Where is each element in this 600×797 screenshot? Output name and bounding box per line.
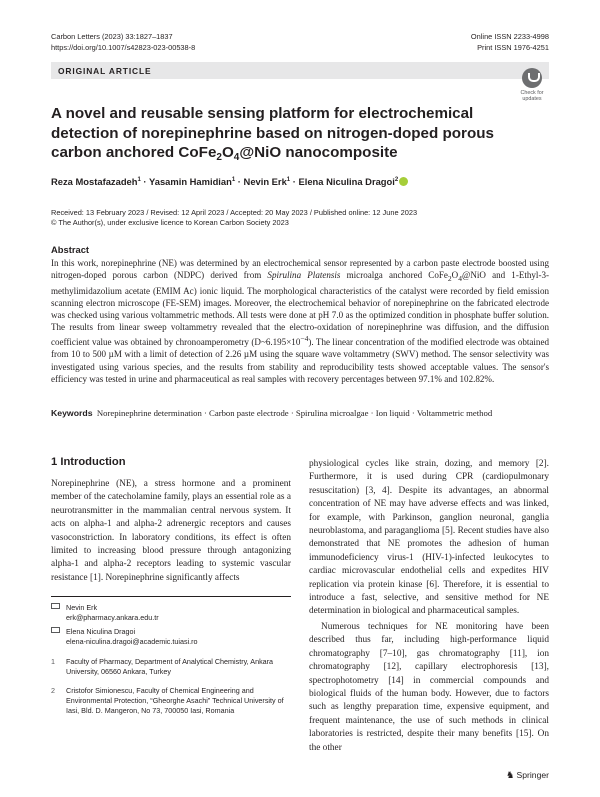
intro-paragraph: Numerous techniques for NE monitoring have been described thus far, including high-performance liquid chromatography [7–10], gas chromatography [11], ion chromatography [12], capillary electrophoresis [13], spectrophotometry [14] in commercial compounds and biological fluids of the human body. However, due to factors such as lengthy preparation time, expensive equipment, and frequent maintenance, the use of such methods in clinical laboratories is restricted, despite their many benefits [15]. On the other [309,621,549,753]
springer-horse-icon: ♞ [505,770,515,781]
email-link[interactable]: elena-niculina.dragoi@academic.tuiasi.ro [66,636,198,646]
keywords [51,407,549,419]
corresponding-author-1: Nevin Erk erk@pharmacy.ankara.edu.tr [51,603,291,623]
check-updates-icon [522,68,542,88]
abstract-text: In this work, norepinephrine (NE) was determined by an electrochemical sensor represented by a carbon paste electrode boosted using nitrogen-doped porous carbon (NDPC) derived from Spirulina Platensis microalga anchored $CoFe_2O_4@NiO$ and 1-Ethyl-3-methylimidazolium acetate (EMIM Ac) ionic liquid. The morphological characteristics of the catalyst were recorded by field emission scanning electron microscope (FE-SEM) images. Moreover, the electrochemical behavior of norepinephrine on the fabricated electrode was checked using various voltammetric methods. All tests were done at pH 7.0 as the optimized condition in phosphate buffer solution. The results from linear sweep voltammetry revealed that the electro-oxidation of norepinephrine was diffusion, and the diffusion coefficient value was obtained by chronoamperometry $(D\sim 6.195\times 10^{-4})$. The linear concentration of the modified electrode was obtained from 10 to 500 µM with a limit of detection of 2.26 µM using the square wave voltammetry (SWV) method. The sensor selectivity was investigated using various species, and the results from stability and reproducibility tests showed acceptable values. The sensor's efficiency was tested in urine and pharmaceutical as real samples with recovery percentages between 97.1% and 102.82%. [51,258,549,384]
intro-paragraph: physiological cycles like strain, dozing, and memory [2]. Furthermore, it is used during CPR (cardiopulmonary resuscitation) [3, 4]. Despite its advantages, an abnormal concentration of NE may have adverse effects and was linked, for example, with Parkinson, ganglion neuronal, ganglia neuroblastoma, and paraganglioma [5]. Recent studies have also demonstrated that NE promotes the adhesion of human immunodeficiency virus-1 (HIV-1)-infected leukocytes to cardiac microvascular endothelial cells and expedites HIV replication via protein kinase [6]. Therefore, it is essential to introduce a fast, selective, and sensitive method for NE determination in biological and pharmaceutical samples. [309,459,549,617]
article-type-band: ORIGINAL ARTICLE [51,62,549,79]
check-updates-label: Check for updates [520,90,544,102]
section-heading: 1 Introduction [51,456,126,468]
footnote-divider [51,596,291,597]
envelope-icon [51,627,60,633]
author-name[interactable]: Elena Niculina Dragoi [298,176,395,187]
copyright-line: © The Author(s), under exclusive licence to Korean Carbon Society 2023 [51,218,289,228]
article-title: A novel and reusable sensing platform for electrochemical detection of norepinephrine based on nitrogen-doped porous carbon anchored $CoFe_2O_4@NiO$ nanocomposite [51,105,494,164]
orcid-icon[interactable] [399,177,408,186]
abstract-section [51,244,549,385]
publication-dates [51,208,417,228]
author-name[interactable]: Nevin Erk [243,176,287,187]
email-link[interactable]: erk@pharmacy.ankara.edu.tr [66,612,159,622]
affiliation-2: 2 Cristofor Simionescu, Faculty of Chemical Engineering and Environmental Protection, “Gheorghe Asachi” Technical University of Iasi, Bld. D. Mangeron, No 73, 700050 Iasi, Romania [51,686,284,715]
abstract-heading: Abstract [51,244,90,255]
journal-header-left [51,32,195,53]
envelope-icon [51,603,60,609]
author-list: Reza Mostafazadeh$^1$ · Yasamin Hamidian$^1$ · Nevin Erk$^1$ · Elena Niculina Dragoi$^2$ [51,176,408,187]
author-name[interactable]: Yasamin Hamidian [149,176,232,187]
print-issn: Print ISSN 1976-4251 [477,42,549,52]
check-for-updates-button[interactable] [516,68,548,102]
history-dates: Received: 13 February 2023 / Revised: 12 April 2023 / Accepted: 20 May 2023 / Published online: 12 June 2023 [51,208,418,217]
journal-header-right [471,32,549,53]
keywords-list: Norepinephrine determination · Carbon paste electrode · Spirulina microalgae · Ion liquid · Voltammetric method [96,408,493,418]
corresponding-author-2: Elena Niculina Dragoi elena-niculina.dragoi@academic.tuiasi.ro [51,627,291,647]
intro-column-left [51,456,291,585]
intro-paragraph: Norepinephrine (NE), a stress hormone and a prominent member of the catecholamine family, plays an essential role as a neurotransmitter in the mammalian central nervous system. It acts on alpha-1 and alpha-2 adrenergic receptors and causes vasoconstriction. In laboratory conditions, its effect is often limited to increasing blood pressure through antagonizing alpha-1 and alpha-2 receptors leading to systemic vascular resistance [1]. Norepinephrine significantly affects [51,479,291,583]
author-name[interactable]: Reza Mostafazadeh [51,176,138,187]
journal-citation: Carbon Letters (2023) 33:1827–1837 [51,32,173,41]
keywords-label: Keywords [51,408,93,418]
intro-column-right [309,458,549,755]
online-issn: Online ISSN 2233-4998 [470,32,549,41]
publisher-logo: ♞ Springer [505,770,549,781]
affiliation-1: 1 Faculty of Pharmacy, Department of Analytical Chemistry, Ankara University, 06560 Ankara, Turkey [51,657,274,676]
doi-link[interactable]: https://doi.org/10.1007/s42823-023-00538-8 [51,42,196,52]
